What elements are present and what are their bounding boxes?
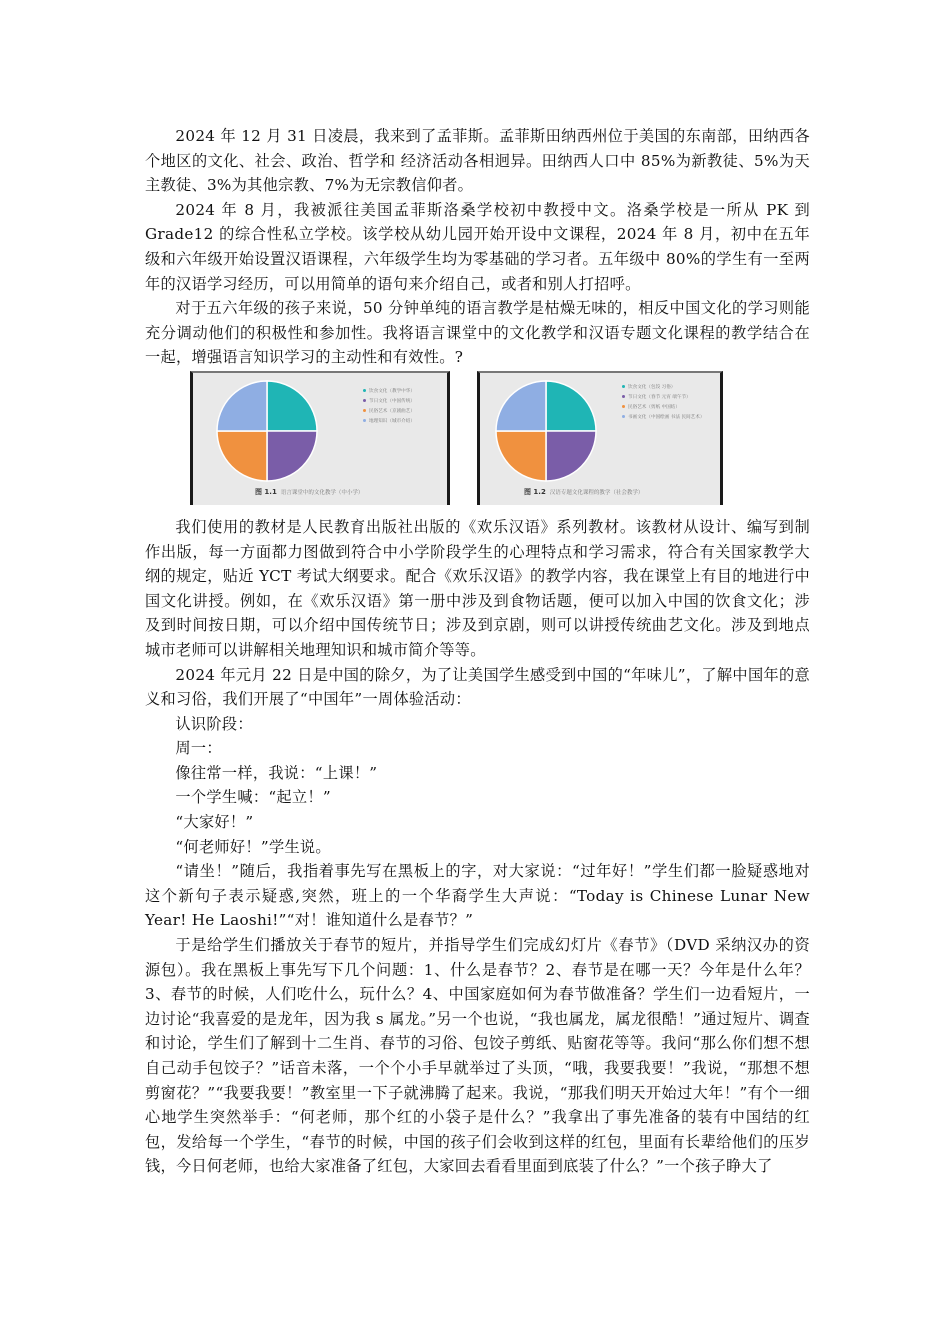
legend-label: 地理知识（城市介绍）: [369, 418, 415, 424]
paragraph: 周一：: [175, 739, 222, 758]
pie-slice: [546, 431, 596, 481]
legend-label: 饮食文化（包饺 习俗）: [628, 384, 676, 390]
pie-slice: [217, 431, 267, 481]
figure-caption-1: [255, 487, 363, 497]
paragraph: 一个学生喊：“起立！”: [175, 788, 331, 807]
legend-swatch: [363, 399, 366, 402]
legend-swatch: [363, 389, 366, 392]
paragraph: 认识阶段：: [175, 714, 253, 733]
legend-item: [363, 387, 415, 397]
paragraph: 2024 年 8 月，我被派往美国孟菲斯洛桑学校初中教授中文。洛桑学校是一所从 PK 到 Grade12 的综合性私立学校。该学校从幼儿园开始开设中文课程，2024 年 8 月，初中在五年级和六年级开始设置汉语课程，六年级学生均为零基础的学习者。五年级中 80%的学生有一至两年的汉语学习经历，可以用简单的语句来介绍自己，或者和别人打招呼。: [145, 200, 810, 293]
pie-chart-figure-1: [190, 371, 450, 505]
chart-legend-2: [622, 383, 704, 423]
figure-caption-text: 汉语专题文化课程的教学（社会教学）: [549, 489, 644, 496]
paragraph: 像往常一样，我说：“上课！”: [175, 763, 378, 782]
legend-swatch: [363, 419, 366, 422]
paragraph: “大家好！”: [175, 813, 254, 832]
legend-label: 节日文化（中国传统）: [369, 398, 415, 404]
pie-slice: [217, 381, 267, 431]
figure-number: 图 1.2: [524, 487, 546, 496]
legend-swatch: [622, 385, 625, 388]
legend-swatch: [622, 395, 625, 398]
legend-item: [622, 403, 704, 413]
legend-item: [622, 393, 704, 403]
figure-number: 图 1.1: [255, 487, 277, 496]
paragraph: 于是给学生们播放关于春节的短片，并指导学生们完成幻灯片《春节》（DVD 采纳汉办的资源包）。我在黑板上事先写下几个问题：1、什么是春节？2、春节是在哪一天？今年是什么年？3、春节的时候，人们吃什么，玩什么？4、中国家庭如何为春节做准备？学生们一边看短片，一边讨论“我喜爱的是龙年，因为我 s 属龙。”另一个也说，“我也属龙，属龙很酷！”通过短片、调查和讨论，学生们了解到十二生肖、春节的习俗、包饺子剪纸、贴窗花等等。我问“那么你们想不想自己动手包饺子？”话音未落，一个个小手早就举过了头顶，“哦，我要我要！”我说，“那想不想剪窗花？”“我要我要！”教室里一下子就沸腾了起来。我说，“那我们明天开始过大年！”有个一细心地学生突然举手：“何老师，那个红的小袋子是什么？”我拿出了事先准备的装有中国结的红包，发给每一个学生，“春节的时候，中国的孩子们会收到这样的红包，里面有长辈给他们的压岁钱，今日何老师，也给大家准备了红包，大家回去看看里面到底装了什么？”一个孩子睁大了: [145, 936, 810, 1176]
paragraph: 对于五六年级的孩子来说，50 分钟单纯的语言教学是枯燥无味的，相反中国文化的学习则能充分调动他们的积极性和参加性。我将语言课堂中的文化教学和汉语专题文化课程的教学结合在一起，增强语言知识学习的主动性和有效性。?: [145, 299, 810, 367]
document-body: [145, 124, 810, 1179]
legend-item: [622, 383, 704, 393]
legend-item: [363, 407, 415, 417]
figure-caption-2: [524, 487, 643, 497]
legend-label: 节日文化（春节 元宵 端午节）: [628, 394, 691, 400]
legend-swatch: [622, 405, 625, 408]
paragraph: 2024 年元月 22 日是中国的除夕，为了让美国学生感受到中国的“年味儿”，了解中国年的意义和习俗，我们开展了“中国年”一周体验活动：: [145, 665, 810, 709]
pie-chart-figure-2: [477, 371, 723, 505]
pie-slice: [267, 431, 317, 481]
figure-caption-text: 语言课堂中的文化教学（中小学）: [280, 489, 364, 496]
paragraph: “何老师好！”学生说。: [175, 837, 331, 856]
figure-row: [145, 371, 810, 511]
legend-label: 民俗艺术（剪纸 中国结）: [628, 404, 680, 410]
paragraph: 2024 年 12 月 31 日凌晨，我来到了孟菲斯。孟菲斯田纳西州位于美国的东南部，田纳西各个地区的文化、社会、政治、哲学和 经济活动各相迥异。田纳西人口中 85%为新教徒、5%为天主教徒、3%为其他宗教、7%为无宗教信仰者。: [145, 127, 810, 195]
legend-item: [363, 417, 415, 427]
legend-label: 书画文化（中国绘画 书法 民间艺术）: [628, 414, 705, 420]
paragraph: “请坐！”随后，我指着事先写在黑板上的字，对大家说：“过年好！”学生们都一脸疑惑地对这个新句子表示疑惑,突然，班上的一个华裔学生大声说：“Today is Chinese Lunar New Year! He Laoshi!”“对！谁知道什么是春节？”: [145, 862, 810, 930]
legend-label: 民俗艺术（京剧曲艺）: [369, 408, 415, 414]
chart-legend-1: [363, 387, 415, 427]
legend-item: [622, 413, 704, 423]
pie-slice: [496, 431, 546, 481]
legend-swatch: [622, 415, 625, 418]
legend-item: [363, 397, 415, 407]
legend-swatch: [363, 409, 366, 412]
pie-slice: [267, 381, 317, 431]
pie-slice: [496, 381, 546, 431]
pie-slice: [546, 381, 596, 431]
paragraph: 我们使用的教材是人民教育出版社出版的《欢乐汉语》系列教材。该教材从设计、编写到制作出版，每一方面都力图做到符合中小学阶段学生的心理特点和学习需求，符合有关国家教学大纲的规定，贴近 YCT 考试大纲要求。配合《欢乐汉语》的教学内容，我在课堂上有目的地进行中国文化讲授。例如，在《欢乐汉语》第一册中涉及到食物话题，便可以加入中国的饮食文化；涉及到时间按日期，可以介绍中国传统节日；涉及到京剧，则可以讲授传统曲艺文化。涉及到地点城市老师可以讲解相关地理知识和城市简介等等。: [145, 517, 810, 659]
legend-label: 饮食文化（教学中华）: [369, 388, 415, 394]
